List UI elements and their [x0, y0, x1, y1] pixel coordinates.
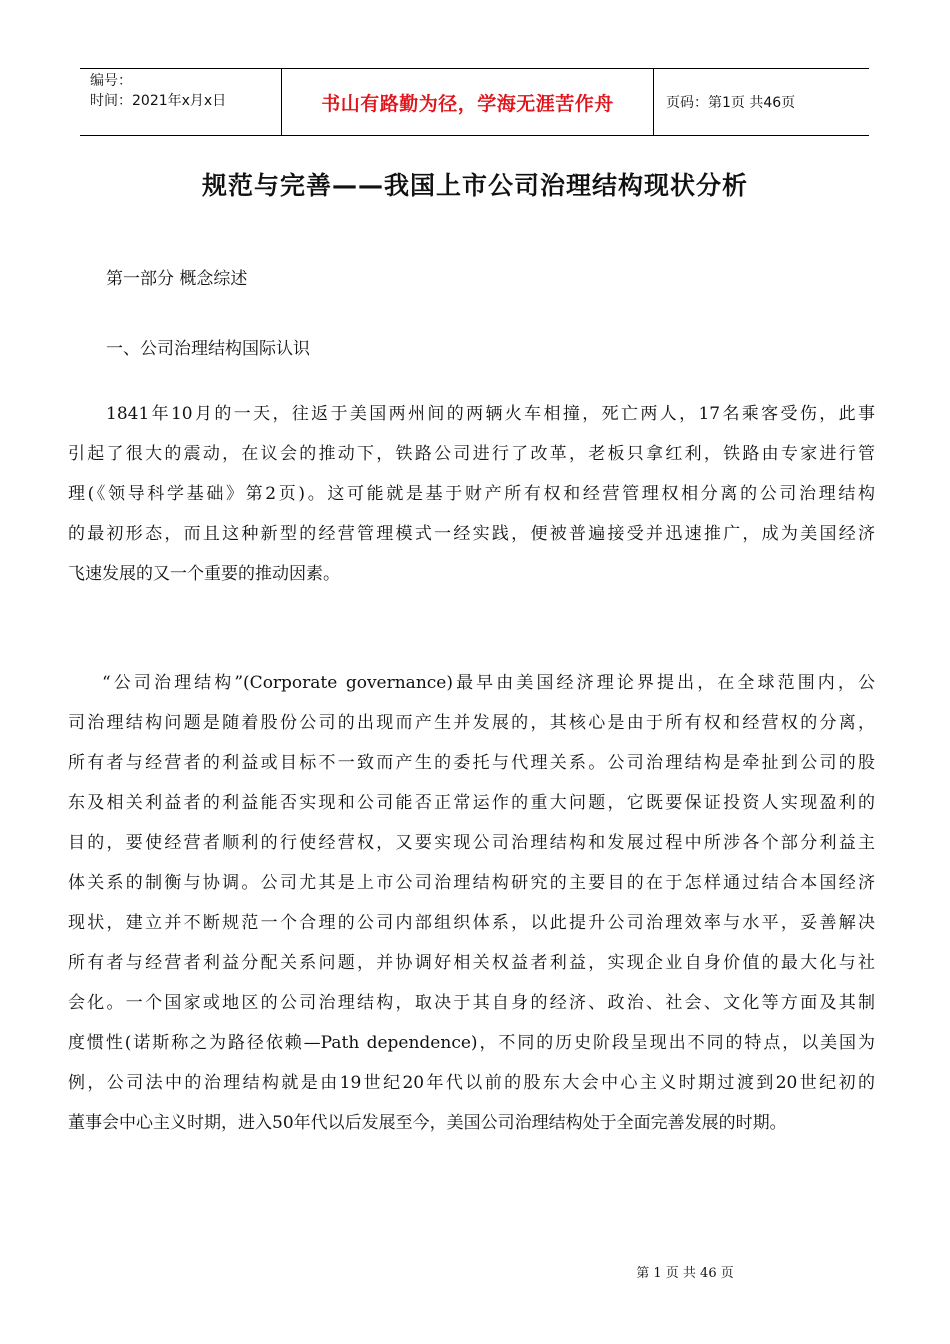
- motto-text: 书山有路勤为径，学海无涯苦作舟: [321, 92, 614, 115]
- paragraph-line: 度惯性(诺斯称之为路径依赖—Path dependence)，不同的历史阶段呈现出不同的特点，以美国为: [68, 1033, 875, 1053]
- paragraph-2: [68, 663, 875, 1143]
- paragraph-line: 现状，建立并不断规范一个合理的公司内部组织体系，以此提升公司治理效率与水平，妥善解决: [68, 913, 875, 933]
- document-header: [80, 68, 869, 136]
- header-motto-cell: [282, 69, 654, 135]
- paragraph-line: 会化。一个国家或地区的公司治理结构，取决于其自身的经济、政治、社会、文化等方面及其制: [68, 993, 875, 1013]
- paragraph-line: 所有者与经营者利益分配关系问题，并协调好相关权益者利益，实现企业自身价值的最大化与社: [68, 953, 875, 973]
- part-heading: 第一部分 概念综述: [106, 269, 248, 289]
- paragraph-line: 目的，要使经营者顺利的行使经营权，又要实现公司治理结构和发展过程中所涉各个部分利益主: [68, 833, 875, 853]
- paragraph-line: 司治理结构问题是随着股份公司的出现而产生并发展的，其核心是由于所有权和经营权的分离，: [68, 713, 875, 733]
- paragraph-line: 所有者与经营者的利益或目标不一致而产生的委托与代理关系。公司治理结构是牵扯到公司的股: [68, 753, 875, 773]
- paragraph-line: “公司治理结构”(Corporate governance)最早由美国经济理论界提出，在全球范围内，公: [102, 673, 875, 693]
- number-label: 编号：: [90, 73, 132, 89]
- paragraph-1: [68, 394, 875, 594]
- paragraph-line: 飞速发展的又一个重要的推动因素。: [68, 564, 340, 584]
- document-title: 规范与完善——我国上市公司治理结构现状分析: [201, 171, 748, 200]
- page-footer: 第 1 页 共 46 页: [636, 1266, 734, 1281]
- header-page-cell: [654, 69, 869, 135]
- paragraph-line: 例，公司法中的治理结构就是由19世纪20年代以前的股东大会中心主义时期过渡到20世纪初的: [68, 1073, 875, 1093]
- section-heading: 一、公司治理结构国际认识: [106, 339, 310, 359]
- paragraph-line: 1841年10月的一天，往返于美国两州间的两辆火车相撞，死亡两人，17名乘客受伤，此事: [106, 404, 875, 424]
- header-meta-cell: [80, 69, 282, 135]
- time-label: 时间：2021年x月x日: [90, 93, 227, 109]
- paragraph-line: 董事会中心主义时期，进入50年代以后发展至今，美国公司治理结构处于全面完善发展的时期。: [68, 1113, 787, 1133]
- paragraph-line: 理(《领导科学基础》第2页)。这可能就是基于财产所有权和经营管理权相分离的公司治理结构: [68, 484, 875, 504]
- paragraph-line: 体关系的制衡与协调。公司尤其是上市公司治理结构研究的主要目的在于怎样通过结合本国经济: [68, 873, 875, 893]
- paragraph-line: 引起了很大的震动，在议会的推动下，铁路公司进行了改革，老板只拿红利，铁路由专家进行管: [68, 444, 875, 464]
- paragraph-line: 的最初形态，而且这种新型的经营管理模式一经实践，便被普遍接受并迅速推广，成为美国经济: [68, 524, 875, 544]
- paragraph-line: 东及相关利益者的利益能否实现和公司能否正常运作的重大问题，它既要保证投资人实现盈利的: [68, 793, 875, 813]
- page-code: 页码：第1页 共46页: [666, 95, 796, 111]
